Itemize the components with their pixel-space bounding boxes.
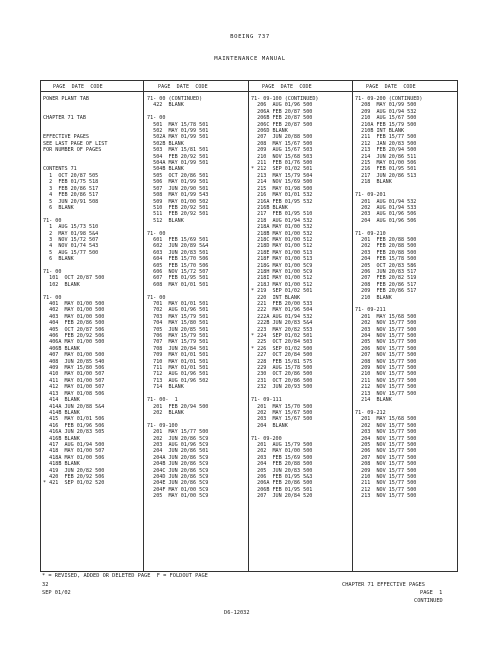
list-item: 206 FEB 01/95 5&3 <box>251 473 313 480</box>
list-item: SEE LAST PAGE OF LIST <box>43 140 108 147</box>
list-item: 71- 09-212 <box>355 409 386 416</box>
list-item: 202 NOV 15/77 500 <box>355 320 417 327</box>
list-item: 201 MAY 15/77 500 <box>147 429 209 436</box>
list-item: 422 BLANK <box>147 102 184 109</box>
list-item: 206B FEB 01/95 501 <box>251 486 313 493</box>
list-item: 420 FEB 20/92 506 <box>43 473 105 480</box>
list-item: 201 MAY 15/70 500 <box>251 403 313 410</box>
list-item: 402 MAY 01/00 500 <box>43 307 105 314</box>
list-item: 208 MAY 01/99 500 <box>355 102 417 109</box>
list-item: 707 MAY 15/79 501 <box>147 339 209 346</box>
list-item: 418 MAY 01/00 507 <box>43 448 105 455</box>
list-item: 211 FEB 15/77 500 <box>355 134 417 141</box>
list-item: 201 FEB 20/88 500 <box>355 236 417 243</box>
list-item: * 212 SEP 01/02 501 <box>251 166 313 173</box>
list-item: 213 FEB 20/94 500 <box>355 147 417 154</box>
list-item: 211 NOV 15/77 500 <box>355 480 417 487</box>
list-item: 217 FEB 01/95 510 <box>251 211 313 218</box>
list-item: 218H MAY 01/00 5C9 <box>251 268 313 275</box>
list-item: * 219 SEP 01/02 501 <box>251 288 313 295</box>
list-item: 201 AUG 01/94 532 <box>355 198 417 205</box>
list-item: 401 MAY 01/00 500 <box>43 301 105 307</box>
list-item: 214 NOV 15/69 500 <box>251 179 313 186</box>
list-item: 201 MAY 15/68 500 <box>355 416 417 423</box>
list-item: 216A FEB 01/95 532 <box>251 198 313 205</box>
column-4-heading: PAGE DATE CODE <box>366 84 416 90</box>
list-item: 208 MAY 15/67 500 <box>251 140 313 147</box>
list-item: 419 JUN 20/82 500 <box>43 467 105 474</box>
list-item: 1 OCT 20/87 505 <box>43 172 99 179</box>
list-item: 2 MAY 01/98 5&4 <box>43 230 99 237</box>
list-item: 414A JUN 20/88 5&4 <box>43 403 105 410</box>
list-item: 214 BLANK <box>355 397 392 404</box>
list-item: 204 AUG 01/96 506 <box>355 217 417 224</box>
list-item: 501 MAY 15/78 501 <box>147 121 209 128</box>
list-item: 215 MAY 01/00 506 <box>355 160 417 167</box>
list-item: 71- 00 <box>147 230 166 237</box>
page-column-4 <box>355 96 455 500</box>
list-item: 6 BLANK <box>43 204 74 211</box>
list-item: 222A AUG 01/94 532 <box>251 313 313 320</box>
list-item: 222B JUN 20/83 5&4 <box>251 320 313 327</box>
list-item: 208 NOV 15/77 500 <box>355 461 417 468</box>
list-item: 202 JUN 20/86 5C9 <box>147 435 209 442</box>
list-item: 206A FEB 20/87 500 <box>251 108 313 115</box>
list-item: 71- 00 <box>43 268 62 275</box>
list-item: 218E MAY 01/00 513 <box>251 249 313 256</box>
list-item: 216B BLANK <box>251 204 288 211</box>
list-item: 506 MAY 01/99 501 <box>147 179 209 186</box>
list-item: 207 NOV 15/77 500 <box>355 352 417 359</box>
column-3-heading: PAGE DATE CODE <box>262 84 312 90</box>
list-item: 502B BLANK <box>147 140 184 147</box>
page-column-2 <box>147 96 247 500</box>
list-item: 71- 09-200 (CONTINUED) <box>355 96 423 102</box>
list-item: 71- 00- 1 <box>147 397 178 404</box>
page-number: 32 <box>42 582 49 588</box>
list-item: 210 NOV 15/77 500 <box>355 371 417 378</box>
column-1-heading: PAGE DATE CODE <box>53 84 103 90</box>
list-item: 205 NOV 15/77 500 <box>355 339 417 346</box>
list-item: 4 FEB 20/86 517 <box>43 192 99 199</box>
list-item: 414 BLANK <box>43 397 80 404</box>
list-item: 204 NOV 15/77 500 <box>355 333 417 340</box>
list-item: 207 JUN 20/84 520 <box>251 493 313 500</box>
revision-legend: * = REVISED, ADDED OR DELETED PAGE F = FOLDOUT PAGE <box>42 573 208 579</box>
list-item: 218B MAY 01/00 532 <box>251 230 313 237</box>
list-item: 713 AUG 01/96 502 <box>147 377 209 384</box>
list-item: 204A JUN 20/86 5C9 <box>147 454 209 461</box>
list-item: 503 MAY 15/81 501 <box>147 147 209 154</box>
list-item: 214 JUN 20/86 511 <box>355 153 417 160</box>
list-item: 204 BLANK <box>251 422 288 429</box>
list-item: 415 MAY 01/01 506 <box>43 416 105 423</box>
list-item: 205 OCT 20/83 586 <box>355 262 417 269</box>
list-item: 708 JUN 20/84 501 <box>147 345 209 352</box>
list-item: 218C MAY 01/00 512 <box>251 236 313 243</box>
list-item: 510 FEB 20/92 501 <box>147 204 209 211</box>
list-item: 604 FEB 15/70 506 <box>147 256 209 263</box>
list-item: 416 FEB 01/96 506 <box>43 422 105 429</box>
list-item: 203 FEB 15/69 500 <box>251 454 313 461</box>
list-item: 505 OCT 20/86 501 <box>147 172 209 179</box>
list-item: 508 MAY 01/99 543 <box>147 192 209 199</box>
list-item: 209 NOV 15/77 500 <box>355 467 417 474</box>
list-item: 206 NOV 15/77 500 <box>355 448 417 455</box>
list-item: 209 FEB 20/86 517 <box>355 288 417 295</box>
list-item: 404 FEB 20/86 500 <box>43 320 105 327</box>
list-item: 220 INT BLANK <box>251 294 301 301</box>
list-item: 216 FEB 01/95 501 <box>355 166 417 173</box>
list-item: 202 AUG 01/94 533 <box>355 204 417 211</box>
list-item: 709 MAY 01/01 501 <box>147 352 209 359</box>
list-item: * 421 SEP 01/02 520 <box>43 480 105 487</box>
list-item: CONTENTS 71 <box>43 166 77 173</box>
continued-label: CONTINUED <box>414 598 443 604</box>
list-item: 71- 00 (CONTINUED) <box>147 96 203 102</box>
list-item: 2 FEB 01/75 518 <box>43 179 99 186</box>
list-item: 208 NOV 15/77 500 <box>355 358 417 365</box>
page-column-1 <box>43 96 143 487</box>
header-divider <box>41 91 457 92</box>
list-item: 413 MAY 01/08 506 <box>43 390 105 397</box>
list-item: 218J MAY 01/00 512 <box>251 281 313 288</box>
list-item: * 226 SEP 01/02 500 <box>251 345 313 352</box>
list-item: 416B BLANK <box>43 435 80 442</box>
list-item: 701 MAY 01/01 501 <box>147 301 209 307</box>
list-item: 210B INT BLANK <box>355 128 405 135</box>
list-item: 603 JUN 20/83 501 <box>147 249 209 256</box>
list-item: 509 MAY 01/00 502 <box>147 198 209 205</box>
list-item: 203 AUG 01/96 506 <box>355 211 417 218</box>
list-item: 409 MAY 15/80 506 <box>43 365 105 372</box>
list-item: 71- 00 <box>43 294 62 301</box>
effective-pages-table <box>40 80 458 572</box>
list-item: 218G MAY 01/00 5C9 <box>251 262 313 269</box>
list-item: POWER PLANT TAB <box>43 96 90 102</box>
page-column-3 <box>251 96 351 500</box>
list-item: 71- 09-200 <box>251 435 282 442</box>
list-item: 208 FEB 20/86 517 <box>355 281 417 288</box>
list-item: 6 BLANK <box>43 256 74 263</box>
list-item: 205 NOV 15/77 500 <box>355 441 417 448</box>
list-item: 216 MAY 01/01 532 <box>251 192 313 199</box>
list-item: 412 MAY 01/00 507 <box>43 384 105 391</box>
list-item: 204C JUN 20/86 5C9 <box>147 467 209 474</box>
list-item: CHAPTER 71 TAB <box>43 115 86 122</box>
list-item: 606 NOV 15/72 507 <box>147 268 209 275</box>
list-item: 71- 09-100 (CONTINUED) <box>251 96 319 102</box>
list-item: 204D JUN 20/86 5C9 <box>147 473 209 480</box>
list-item: 71- 00 <box>147 294 166 301</box>
column-divider <box>248 81 249 571</box>
list-item: 207 NOV 15/77 500 <box>355 454 417 461</box>
list-item: 507 JUN 20/90 501 <box>147 185 209 192</box>
list-item: 205 MAY 01/00 5C9 <box>147 493 209 500</box>
list-item: 202 FEB 20/88 500 <box>355 243 417 250</box>
list-item: 213 NOV 15/77 500 <box>355 390 417 397</box>
list-item: 601 FEB 15/69 501 <box>147 236 209 243</box>
list-item: 203 NOV 15/77 500 <box>355 326 417 333</box>
list-item: 705 JUN 20/85 501 <box>147 326 209 333</box>
list-item: 213 MAY 15/79 504 <box>251 172 313 179</box>
list-item: 710 MAY 01/01 501 <box>147 358 209 365</box>
list-item: 218 BLANK <box>355 179 392 186</box>
document-number: D6-12032 <box>224 610 250 616</box>
list-item: 5 AUG 15/77 500 <box>43 249 99 256</box>
list-item: 210 BLANK <box>355 294 392 301</box>
list-item: 417 AUG 01/94 500 <box>43 441 105 448</box>
list-item: 221 FEB 20/00 533 <box>251 301 313 307</box>
list-item: 204 FEB 20/88 500 <box>251 461 313 468</box>
list-item: 504 FEB 20/92 501 <box>147 153 209 160</box>
list-item: 206 JUN 20/83 517 <box>355 268 417 275</box>
list-item: 217 JUN 20/86 513 <box>355 172 417 179</box>
list-item: 418A MAY 01/00 506 <box>43 454 105 461</box>
list-item: 218I MAY 01/00 512 <box>251 275 313 282</box>
list-item: 71- 09-211 <box>355 307 386 314</box>
list-item: 215 MAY 01/98 500 <box>251 185 313 192</box>
list-item: 211 FEB 01/76 500 <box>251 160 313 167</box>
list-item: 202 MAY 15/67 500 <box>251 409 313 416</box>
list-item: 229 AUG 15/78 500 <box>251 365 313 372</box>
list-item: 416A JUN 20/83 505 <box>43 429 105 436</box>
list-item: 608 MAY 01/01 501 <box>147 281 209 288</box>
list-item: 71- 00 <box>147 115 166 122</box>
list-item: 102 BLANK <box>43 281 80 288</box>
list-item: 203 MAY 15/67 500 <box>251 416 313 423</box>
document-title: BOEING 737 <box>230 34 270 40</box>
column-divider <box>143 81 144 571</box>
list-item: FOR NUMBER OF PAGES <box>43 147 102 154</box>
list-item: * 224 SEP 01/02 501 <box>251 333 313 340</box>
column-2-heading: PAGE DATE CODE <box>158 84 208 90</box>
list-item: 502 MAY 01/99 501 <box>147 128 209 135</box>
list-item: 71- 09-201 <box>355 192 386 199</box>
list-item: 711 MAY 01/01 501 <box>147 365 209 372</box>
list-item: 206D BLANK <box>251 128 288 135</box>
list-item: 202 NOV 15/77 500 <box>355 422 417 429</box>
list-item: 407 MAY 01/00 500 <box>43 352 105 359</box>
list-item: 218F MAY 01/00 513 <box>251 256 313 263</box>
list-item: 511 FEB 20/92 501 <box>147 211 209 218</box>
list-item: 209 NOV 15/77 500 <box>355 365 417 372</box>
list-item: 5 JUN 20/91 508 <box>43 198 99 205</box>
list-item: 512 BLANK <box>147 217 184 224</box>
list-item: 411 MAY 01/00 507 <box>43 377 105 384</box>
list-item: 203 NOV 15/77 500 <box>355 429 417 436</box>
list-item: 410 MAY 01/00 507 <box>43 371 105 378</box>
list-item: 206A FEB 20/86 500 <box>251 480 313 487</box>
list-item: 203 FEB 20/88 500 <box>355 249 417 256</box>
list-item: 210 NOV 15/77 500 <box>355 473 417 480</box>
list-item: 3 NOV 15/72 507 <box>43 236 99 243</box>
list-item: 204 JUN 20/86 501 <box>147 448 209 455</box>
list-item: 3 FEB 20/86 517 <box>43 185 99 192</box>
list-item: 204 NOV 15/77 500 <box>355 435 417 442</box>
list-item: 206 NOV 15/77 500 <box>355 345 417 352</box>
list-item: 406A MAY 01/00 500 <box>43 339 105 346</box>
list-item: 218D MAY 01/00 512 <box>251 243 313 250</box>
list-item: 223 MAY 20/82 553 <box>251 326 313 333</box>
list-item: 204E JUN 20/86 5C9 <box>147 480 209 487</box>
list-item: 201 AUG 15/79 500 <box>251 441 313 448</box>
list-item: 231 OCT 20/86 500 <box>251 377 313 384</box>
list-item: 210 NOV 15/68 503 <box>251 153 313 160</box>
list-item: 218 AUG 01/94 532 <box>251 217 313 224</box>
list-item: 101 OCT 20/87 500 <box>43 275 105 282</box>
list-item: 228 FEB 15/81 575 <box>251 358 313 365</box>
list-item: 1 AUG 15/73 510 <box>43 224 99 231</box>
list-item: 607 FEB 01/95 501 <box>147 275 209 282</box>
list-item: 207 FEB 20/82 519 <box>355 275 417 282</box>
list-item: 418B BLANK <box>43 461 80 468</box>
list-item: 204B JUN 20/86 5C9 <box>147 461 209 468</box>
list-item: 202 BLANK <box>147 409 184 416</box>
list-item: 206C FEB 20/87 500 <box>251 121 313 128</box>
list-item: 406B BLANK <box>43 345 80 352</box>
list-item: 71- 09-100 <box>147 422 178 429</box>
list-item: 209 AUG 15/67 503 <box>251 147 313 154</box>
list-item: 205 JUN 20/83 500 <box>251 467 313 474</box>
list-item: 712 AUG 01/96 501 <box>147 371 209 378</box>
list-item: 201 FEB 20/94 500 <box>147 403 209 410</box>
list-item: 71- 09-111 <box>251 397 282 404</box>
list-item: 211 NOV 15/77 500 <box>355 377 417 384</box>
list-item: 232 JUN 20/93 500 <box>251 384 313 391</box>
list-item: 414B BLANK <box>43 409 80 416</box>
list-item: 203 AUG 01/96 5C9 <box>147 441 209 448</box>
list-item: 222 MAY 01/96 504 <box>251 307 313 314</box>
list-item: 605 FEB 15/70 506 <box>147 262 209 269</box>
list-item: 504B BLANK <box>147 166 184 173</box>
list-item: 202 MAY 01/00 500 <box>251 448 313 455</box>
list-item: 212 JAN 20/83 500 <box>355 140 417 147</box>
document-subtitle: MAINTENANCE MANUAL <box>214 56 286 62</box>
list-item: 204 FEB 15/78 500 <box>355 256 417 263</box>
list-item: 212 NOV 15/77 500 <box>355 486 417 493</box>
list-item: 504A MAY 01/99 501 <box>147 160 209 167</box>
list-item: 706 MAY 15/79 501 <box>147 333 209 340</box>
list-item: 206 AUG 01/96 500 <box>251 102 313 109</box>
list-item: 502A MAY 01/99 501 <box>147 134 209 141</box>
list-item: 218A MAY 01/00 532 <box>251 224 313 231</box>
list-item: 210A FEB 15/79 500 <box>355 121 417 128</box>
list-item: 212 NOV 15/77 500 <box>355 384 417 391</box>
list-item: 227 OCT 20/84 500 <box>251 352 313 359</box>
revision-date: SEP 01/02 <box>42 590 71 596</box>
list-item: 206B FEB 20/87 500 <box>251 115 313 122</box>
list-item: 213 NOV 15/77 500 <box>355 493 417 500</box>
list-item: 714 BLANK <box>147 384 184 391</box>
list-item: EFFECTIVE PAGES <box>43 134 90 141</box>
list-item: 702 AUG 01/96 501 <box>147 307 209 314</box>
list-item: 207 JUN 20/88 500 <box>251 134 313 141</box>
list-item: 704 MAY 15/80 501 <box>147 320 209 327</box>
list-item: 703 MAY 15/79 501 <box>147 313 209 320</box>
list-item: 209 AUG 01/94 532 <box>355 108 417 115</box>
page-label: PAGE 1 <box>420 590 443 596</box>
list-item: 71- 00 <box>43 217 62 224</box>
list-item: 225 OCT 20/84 503 <box>251 339 313 346</box>
list-item: 201 MAY 15/68 500 <box>355 313 417 320</box>
list-item: 408 JUN 20/85 540 <box>43 358 105 365</box>
column-divider <box>352 81 353 571</box>
list-item: 406 FEB 20/92 506 <box>43 333 105 340</box>
list-item: 204F MAY 01/00 5C9 <box>147 486 209 493</box>
list-item: 71- 09-210 <box>355 230 386 237</box>
list-item: 403 MAY 01/00 500 <box>43 313 105 320</box>
list-item: 210 AUG 15/67 500 <box>355 115 417 122</box>
list-item: 4 NOV 01/74 543 <box>43 243 99 250</box>
list-item: 405 OCT 20/87 506 <box>43 326 105 333</box>
list-item: 602 JUN 20/89 5&4 <box>147 243 209 250</box>
chapter-label: CHAPTER 71 EFFECTIVE PAGES <box>342 582 425 588</box>
list-item: 230 OCT 20/86 500 <box>251 371 313 378</box>
